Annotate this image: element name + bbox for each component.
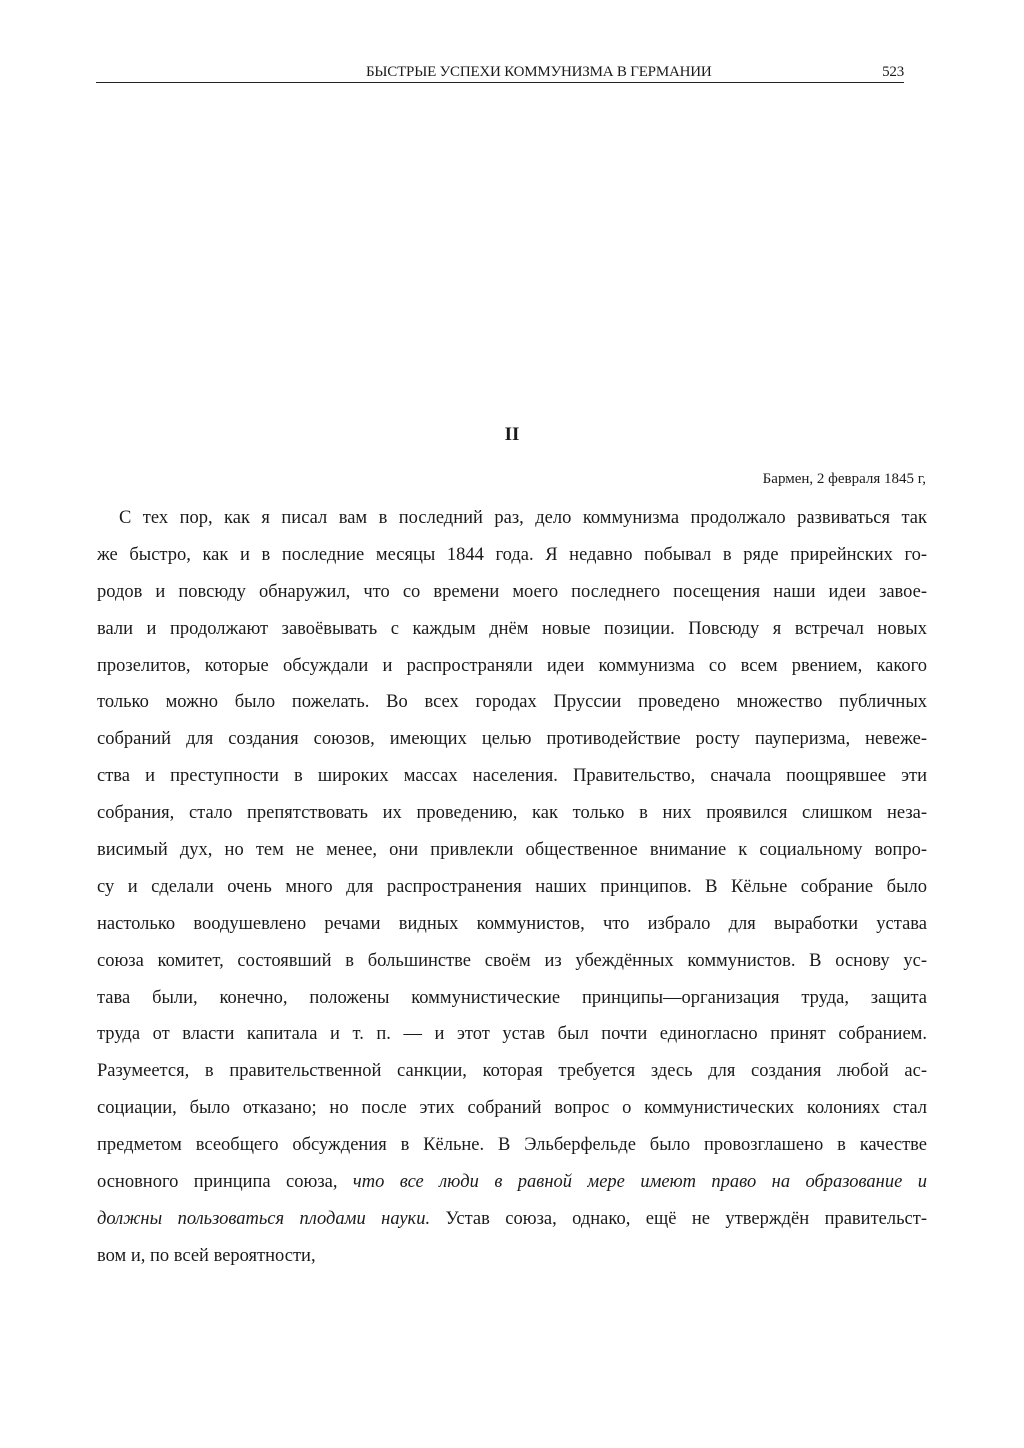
italic-emphasis: должны пользоваться плодами науки. bbox=[97, 1208, 431, 1229]
text-line: Разумеется, в правительственной санкции, которая требуется здесь для создания любой ас- bbox=[97, 1061, 927, 1082]
text-line-last: вом и, по всей вероятности, bbox=[97, 1245, 316, 1266]
text-line: настолько воодушевлено речами видных коммунистов, что избрало для выработки устава bbox=[97, 913, 927, 934]
text-line: родов и повсюду обнаружил, что со времени моего последнего посещения наши идеи завое- bbox=[97, 581, 927, 602]
text-line: только можно было пожелать. Во всех городах Пруссии проведено множество публичных bbox=[97, 692, 927, 713]
dateline: Бармен, 2 февраля 1845 г, bbox=[762, 471, 926, 487]
text-line: же быстро, как и в последние месяцы 1844 года. Я недавно побывал в ряде прирейнских го- bbox=[97, 544, 927, 565]
section-heading: II bbox=[504, 424, 520, 445]
running-header bbox=[96, 62, 904, 83]
body-text bbox=[97, 506, 927, 1281]
running-title: БЫСТРЫЕ УСПЕХИ КОММУНИЗМА В ГЕРМАНИИ bbox=[366, 64, 712, 80]
text-line: тава были, конечно, положены коммунистические принципы—организация труда, защита bbox=[97, 987, 927, 1008]
text-line: предметом всеобщего обсуждения в Кёльне. В Эльберфельде было провозглашено в качестве bbox=[97, 1135, 927, 1156]
text-line: союза комитет, состоявший в большинстве своём из убеждённых коммунистов. В основу ус- bbox=[97, 950, 927, 971]
text-line: социации, было отказано; но после этих собраний вопрос о коммунистических колониях стал bbox=[97, 1098, 927, 1119]
text-line: су и сделали очень много для распространения наших принципов. В Кёльне собрание было bbox=[97, 876, 927, 897]
italic-emphasis: что все люди в равной мере имеют право на образование и bbox=[352, 1172, 927, 1193]
text-line: прозелитов, которые обсуждали и распространяли идеи коммунизма со всем рвением, какого bbox=[97, 655, 927, 676]
text-line: висимый дух, но тем не менее, они привлекли общественное внимание к социальному вопро- bbox=[97, 840, 927, 861]
text-plain: основного принципа союза, bbox=[97, 1172, 353, 1193]
text-plain: Устав союза, однако, ещё не утверждён правительст- bbox=[430, 1208, 927, 1229]
text-line: собраний для создания союзов, имеющих целью противодействие росту пауперизма, невеже- bbox=[97, 729, 927, 750]
text-line: С тех пор, как я писал вам в последний раз, дело коммунизма продолжало развиваться так bbox=[119, 508, 927, 528]
text-line: ства и преступности в широких массах населения. Правительство, сначала поощрявшее эти bbox=[97, 766, 927, 787]
text-line: труда от власти капитала и т. п. — и этот устав был почти единогласно принят собранием. bbox=[97, 1024, 927, 1045]
text-line bbox=[97, 1207, 927, 1244]
text-line: вали и продолжают завоёвывать с каждым днём новые позиции. Повсюду я встречал новых bbox=[97, 618, 927, 639]
text-line: собрания, стало препятствовать их проведению, как только в них проявился слишком неза- bbox=[97, 803, 927, 824]
page-number: 523 bbox=[882, 64, 904, 80]
text-line bbox=[97, 1170, 927, 1207]
